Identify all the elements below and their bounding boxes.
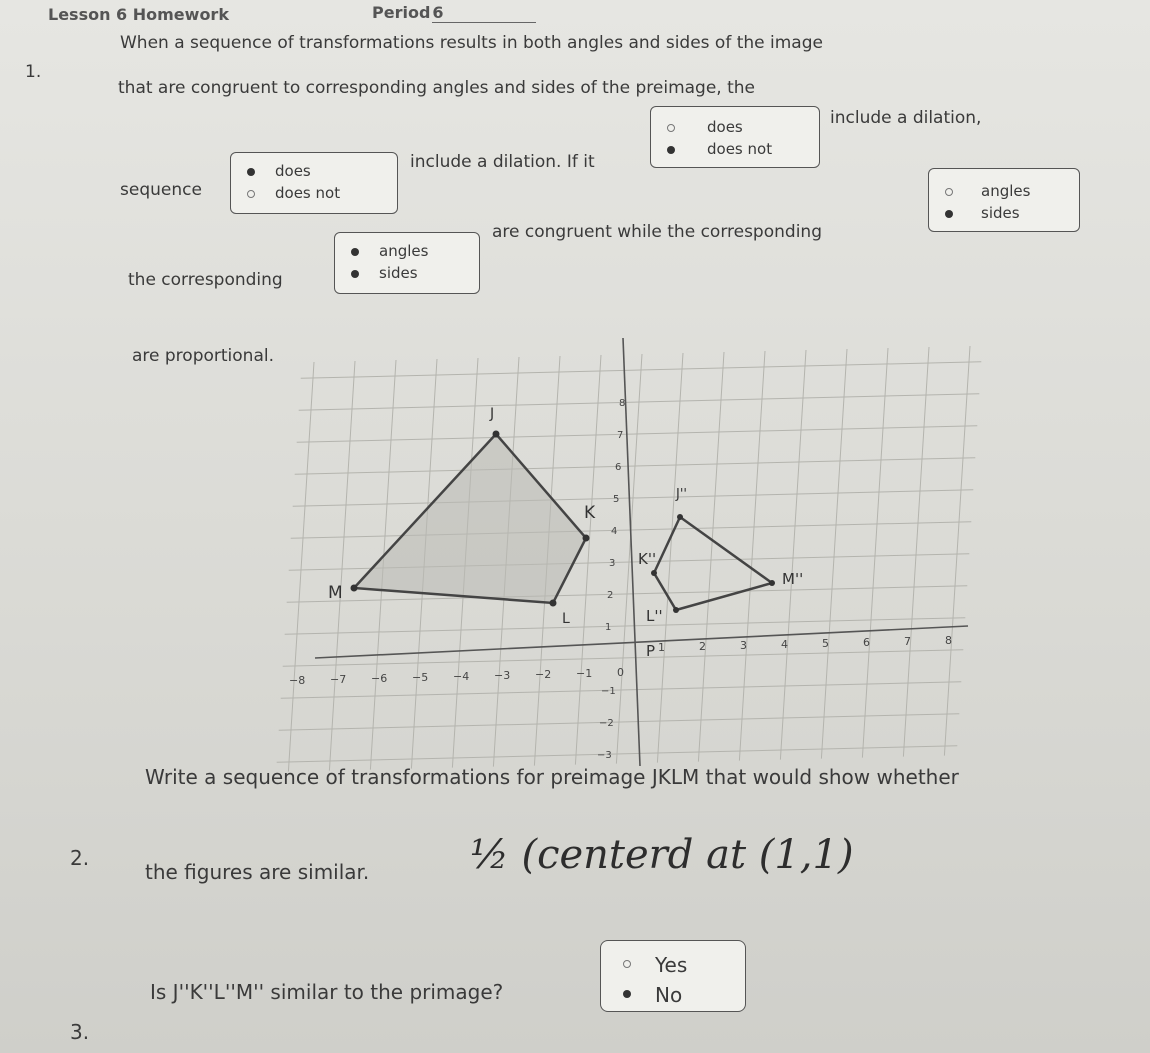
grid-line-vertical <box>780 350 806 760</box>
q1-number: 1. <box>25 62 42 82</box>
y-tick-label: −1 <box>601 686 616 697</box>
x-tick-label: −6 <box>371 672 388 685</box>
dropdown-angles-sides-1[interactable] <box>334 232 480 294</box>
x-tick-label: 1 <box>658 641 665 654</box>
x-tick-labels <box>289 634 952 687</box>
y-tick-label: −2 <box>599 718 614 729</box>
q1-line-5: are proportional. <box>132 346 274 366</box>
preimage-jklm <box>354 434 586 603</box>
q1-line-3b: include a dilation. If it <box>410 152 595 172</box>
label-k2: K'' <box>638 550 657 568</box>
period-value: 6 <box>432 3 536 23</box>
x-tick-label: −2 <box>535 668 552 681</box>
grid-line-vertical <box>903 347 929 757</box>
selected-radio-icon <box>247 168 255 176</box>
selected-radio-icon <box>667 146 675 154</box>
y-tick-label: 3 <box>609 558 616 569</box>
y-tick-label: 2 <box>607 590 614 601</box>
y-tick-label: −3 <box>597 750 612 761</box>
grid-line-vertical <box>698 352 724 762</box>
q1-line-4a: the corresponding <box>128 270 283 290</box>
option-angles[interactable]: angles <box>335 241 479 263</box>
option-sides[interactable]: sides <box>335 263 479 285</box>
y-tick-labels <box>597 398 625 761</box>
x-tick-label: −8 <box>289 674 306 687</box>
selected-radio-icon <box>623 990 631 998</box>
grid-line-vertical <box>288 362 314 772</box>
label-l: L <box>562 611 570 627</box>
grid-line-vertical <box>575 355 601 765</box>
option-no[interactable]: No <box>601 983 745 1009</box>
checked-icon <box>351 270 359 278</box>
x-tick-label: 4 <box>781 638 788 651</box>
period-label: Period 6 <box>372 3 536 23</box>
label-j: J <box>490 406 495 422</box>
x-tick-label: 3 <box>740 639 747 652</box>
dropdown-angles-sides-2[interactable] <box>928 168 1080 232</box>
q2-number: 2. <box>70 846 90 870</box>
q1-sequence-label: sequence <box>120 180 202 200</box>
grid-line-vertical <box>821 349 847 759</box>
x-tick-label: 0 <box>617 666 624 679</box>
label-m: M <box>328 583 343 603</box>
x-tick-label: −3 <box>494 669 511 682</box>
point-l2 <box>673 607 679 613</box>
q1-line-3c: include a dilation, <box>830 108 982 128</box>
y-tick-label: 5 <box>613 494 620 505</box>
option-does-not[interactable]: does not <box>231 183 397 205</box>
x-tick-label: 6 <box>863 636 870 649</box>
q2-line-1: Write a sequence of transformations for preimage JKLM that would show whether <box>145 765 959 789</box>
y-tick-label: 4 <box>611 526 618 537</box>
option-sides[interactable]: sides <box>929 203 1079 225</box>
q1-line-4b: are congruent while the corresponding <box>492 222 822 242</box>
x-tick-label: 2 <box>699 640 706 653</box>
point-k2 <box>651 570 657 576</box>
point-m <box>351 585 358 592</box>
q2-line-2: the figures are similar. <box>145 860 370 884</box>
x-tick-label: −1 <box>576 667 593 680</box>
label-k: K <box>584 503 596 523</box>
point-j <box>493 431 500 438</box>
dropdown-does-1[interactable] <box>230 152 398 214</box>
handwritten-answer[interactable]: ½ (centerd at (1,1) <box>470 832 854 878</box>
radio-icon <box>945 188 953 196</box>
lesson-title: Lesson 6 Homework <box>48 5 229 24</box>
option-yes[interactable]: Yes <box>601 953 745 979</box>
radio-icon <box>667 124 675 132</box>
grid-line-vertical <box>862 348 888 758</box>
x-tick-label: 5 <box>822 637 829 650</box>
q1-line-2: that are congruent to corresponding angles and sides of the preimage, the <box>118 78 756 98</box>
selected-radio-icon <box>351 248 359 256</box>
point-k <box>583 535 590 542</box>
option-does[interactable]: does <box>231 161 397 183</box>
y-tick-label: 6 <box>615 462 622 473</box>
option-angles[interactable]: angles <box>929 181 1079 203</box>
q3-text: Is J''K''L''M'' similar to the primage? <box>150 980 504 1004</box>
dropdown-yes-no[interactable] <box>600 940 746 1012</box>
x-tick-label: −7 <box>330 673 347 686</box>
y-tick-label: 1 <box>605 622 612 633</box>
radio-icon <box>623 960 631 968</box>
dropdown-does-2[interactable] <box>650 106 820 168</box>
label-j2: J'' <box>676 487 687 502</box>
y-tick-label: 7 <box>617 430 624 441</box>
label-l2: L'' <box>646 607 663 625</box>
x-tick-label: 7 <box>904 635 911 648</box>
x-tick-label: 8 <box>945 634 952 647</box>
x-tick-label: −5 <box>412 671 429 684</box>
point-j2 <box>677 514 683 520</box>
x-tick-label: −4 <box>453 670 470 683</box>
coordinate-grid <box>289 320 980 790</box>
label-p: P <box>646 642 656 660</box>
grid-line-vertical <box>329 361 355 771</box>
point-m2 <box>769 580 775 586</box>
option-does-not[interactable]: does not <box>651 139 819 161</box>
q3-number: 3. <box>70 1020 90 1044</box>
grid-line-vertical <box>944 346 970 756</box>
label-m2: M'' <box>782 570 804 588</box>
option-does[interactable]: does <box>651 117 819 139</box>
y-tick-label: 8 <box>619 398 626 409</box>
grid-line-vertical <box>739 351 765 761</box>
selected-radio-icon <box>945 210 953 218</box>
q1-line-1: When a sequence of transformations results in both angles and sides of the image <box>120 33 823 53</box>
radio-icon <box>247 190 255 198</box>
point-l <box>550 600 557 607</box>
